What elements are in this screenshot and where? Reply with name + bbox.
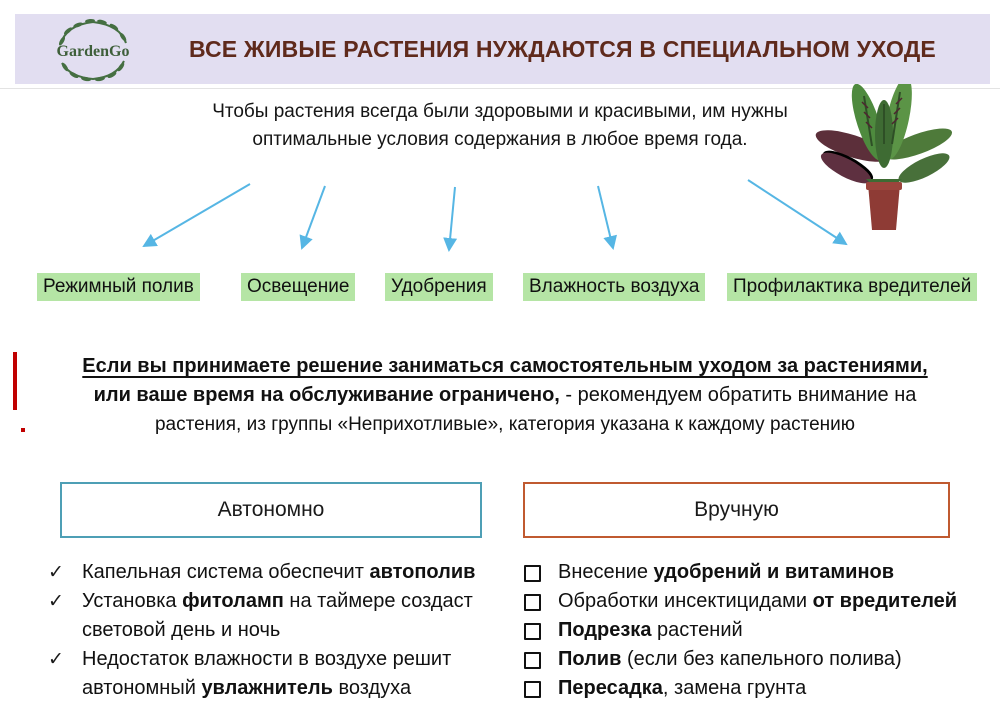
arrow-3 bbox=[449, 187, 455, 250]
autonomous-list bbox=[48, 558, 488, 703]
callout-line-1: Если вы принимаете решение заниматься самостоятельным уходом за растениями, bbox=[82, 355, 928, 377]
checkbox-icon bbox=[524, 623, 541, 640]
care-label-watering: Режимный полив bbox=[37, 273, 200, 301]
checkmark-icon: ✓ bbox=[48, 562, 64, 583]
checkbox-icon bbox=[524, 652, 541, 669]
care-label-lighting: Освещение bbox=[241, 273, 355, 301]
callout-line-2: или ваше время на обслуживание ограничено, - рекомендуем обратить внимание на bbox=[93, 384, 917, 406]
gardengo-logo bbox=[38, 15, 148, 83]
page-title: ВСЕ ЖИВЫЕ РАСТЕНИЯ НУЖДАЮТСЯ В СПЕЦИАЛЬНОМ УХОДЕ bbox=[189, 35, 936, 62]
intro-line-1: Чтобы растения всегда были здоровыми и красивыми, им нужны bbox=[212, 101, 788, 122]
list-item: Внесение удобрений и витаминов bbox=[524, 558, 974, 587]
intro-text bbox=[150, 98, 850, 154]
list-item: Пересадка, замена грунта bbox=[524, 674, 974, 703]
checkmark-icon: ✓ bbox=[48, 591, 64, 612]
accent-dot bbox=[21, 428, 25, 432]
accent-bar bbox=[13, 352, 17, 410]
checkmark-icon: ✓ bbox=[48, 649, 64, 670]
pointer-arrows bbox=[0, 158, 1000, 263]
list-item: Полив (если без капельного полива) bbox=[524, 645, 974, 674]
care-label-humidity: Влажность воздуха bbox=[523, 273, 705, 301]
logo-text: GardenGo bbox=[56, 43, 130, 60]
list-item: Обработки инсектицидами от вредителей bbox=[524, 587, 974, 616]
list-item: ✓ Недостаток влажности в воздухе решит автономный увлажнитель воздуха bbox=[48, 645, 488, 703]
checkbox-icon bbox=[524, 594, 541, 611]
list-item: ✓ Установка фитоламп на таймере создаст световой день и ночь bbox=[48, 587, 488, 645]
header-banner bbox=[15, 14, 990, 84]
autonomous-box: Автономно bbox=[60, 482, 482, 538]
manual-list bbox=[524, 558, 974, 703]
callout-line-3: растения, из группы «Неприхотливые», категория указана к каждому растению bbox=[154, 414, 856, 435]
callout-paragraph bbox=[40, 352, 970, 439]
intro-line-2: оптимальные условия содержания в любое время года. bbox=[252, 129, 748, 150]
care-label-fertilizer: Удобрения bbox=[385, 273, 493, 301]
arrow-5 bbox=[748, 180, 846, 244]
checkbox-icon bbox=[524, 681, 541, 698]
list-item: ✓ Капельная система обеспечит автополив bbox=[48, 558, 488, 587]
arrow-4 bbox=[598, 186, 613, 248]
list-item: Подрезка растений bbox=[524, 616, 974, 645]
arrow-2 bbox=[302, 186, 325, 248]
manual-box: Вручную bbox=[523, 482, 950, 538]
checkbox-icon bbox=[524, 565, 541, 582]
care-label-pests: Профилактика вредителей bbox=[727, 273, 977, 301]
arrow-1 bbox=[144, 184, 250, 246]
